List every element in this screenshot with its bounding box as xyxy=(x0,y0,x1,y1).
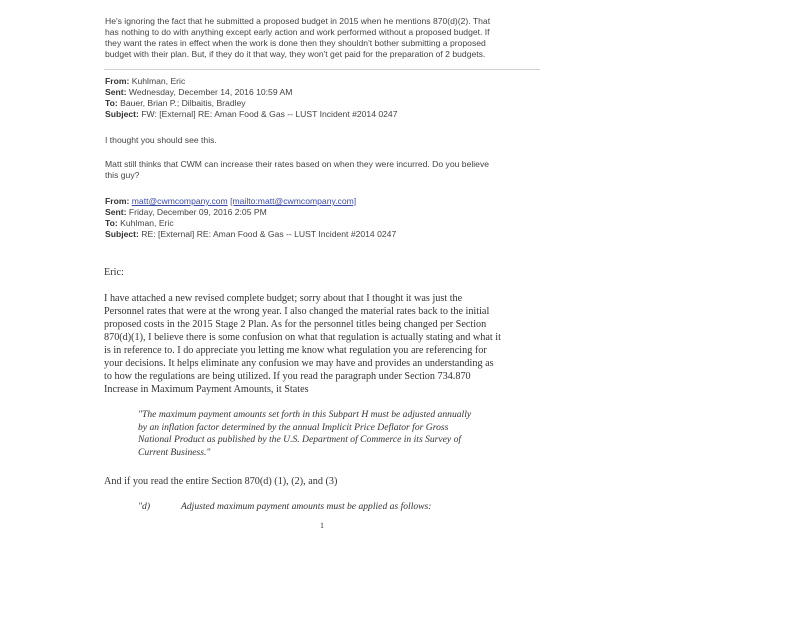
email-header-2 xyxy=(105,196,396,240)
quote-line: by an inflation factor determined by the annual Implicit Price Deflator for Gross xyxy=(138,421,449,433)
top-paragraph xyxy=(105,16,490,60)
text-line: proposed costs in the 2015 Stage 2 Plan. As for the personnel titles being changed per Section xyxy=(104,319,487,330)
text-line: to how the regulations are being utilized. If you read the paragraph under Section 734.870 xyxy=(104,371,471,382)
email-header-1 xyxy=(105,76,398,120)
to-value: Bauer, Brian P.; Dilbaitis, Bradley xyxy=(120,98,246,108)
body-paragraph xyxy=(104,292,501,396)
text-line: your decisions. It helps eliminate any confusion we may have and provides an understanding as xyxy=(104,358,494,369)
from-row xyxy=(105,196,396,207)
note-2 xyxy=(105,159,489,181)
subject-row xyxy=(105,229,396,240)
to-row xyxy=(105,218,396,229)
d-label: "d) xyxy=(138,501,151,512)
from-label: From: xyxy=(105,76,130,86)
from-row xyxy=(105,76,398,87)
text-line: budget with their plan. But, if they do it that way, they won't get paid for the preparation of 2 budgets. xyxy=(105,49,486,59)
subject-row xyxy=(105,109,398,120)
from-label: From: xyxy=(105,196,130,206)
text-line: Increase in Maximum Payment Amounts, it States xyxy=(104,384,309,395)
text-line: is in reference to. I do appreciate you letting me know what regulation you are referencing for xyxy=(104,345,487,356)
quote-line: "The maximum payment amounts set forth in this Subpart H must be adjusted annually xyxy=(138,409,472,420)
sent-row xyxy=(105,87,398,98)
sent-label: Sent: xyxy=(105,87,127,97)
d-text: Adjusted maximum payment amounts must be applied as follows: xyxy=(181,501,432,512)
text-line: He's ignoring the fact that he submitted a proposed budget in 2015 when he mentions 870(d)(2). That xyxy=(105,16,491,26)
salutation: Eric: xyxy=(104,267,124,278)
sent-value: Friday, December 09, 2016 2:05 PM xyxy=(128,207,267,217)
to-row xyxy=(105,98,398,109)
quote-line: Current Business." xyxy=(138,446,211,458)
text-line: 870(d)(1), I believe there is some confusion on what that regulation is actually stating and what it xyxy=(104,332,501,343)
text-line: this guy? xyxy=(105,170,140,180)
text-line: Matt still thinks that CWM can increase their rates based on when they were incurred. Do you believe xyxy=(105,159,490,169)
text-line: Personnel rates that were at the wrong year. I also changed the material rates back to the initial xyxy=(104,306,490,317)
subject-label: Subject: xyxy=(105,109,139,119)
to-label: To: xyxy=(105,98,118,108)
quote-line: National Product as published by the U.S. Department of Commerce in its Survey of xyxy=(138,434,462,446)
subject-value: RE: [External] RE: Aman Food & Gas -- LUST Incident #2014 0247 xyxy=(141,229,397,239)
text-line: I have attached a new revised complete budget; sorry about that I thought it was just the xyxy=(104,293,463,304)
text-line: they want the rates in effect when the work is done then they shouldn't bother submitting a proposed xyxy=(105,38,486,48)
from-email-link[interactable]: matt@cwmcompany.com xyxy=(131,196,228,206)
subject-label: Subject: xyxy=(105,229,139,239)
mailto-link[interactable]: [mailto:matt@cwmcompany.com] xyxy=(230,196,357,206)
to-value: Kuhlman, Eric xyxy=(120,218,174,228)
sent-value: Wednesday, December 14, 2016 10:59 AM xyxy=(128,87,293,97)
from-value: Kuhlman, Eric xyxy=(131,76,186,86)
block-quote xyxy=(138,409,471,459)
subject-value: FW: [External] RE: Aman Food & Gas -- LUST Incident #2014 0247 xyxy=(141,109,398,119)
sent-label: Sent: xyxy=(105,207,127,217)
to-label: To: xyxy=(105,218,118,228)
text-line: has nothing to do with anything except early action and work performed without a proposed budget. If xyxy=(105,27,490,37)
and-line: And if you read the entire Section 870(d) (1), (2), and (3) xyxy=(104,476,338,487)
note-1: I thought you should see this. xyxy=(105,135,217,145)
page-number: 1 xyxy=(320,521,324,530)
divider xyxy=(104,69,540,70)
sent-row xyxy=(105,207,396,218)
